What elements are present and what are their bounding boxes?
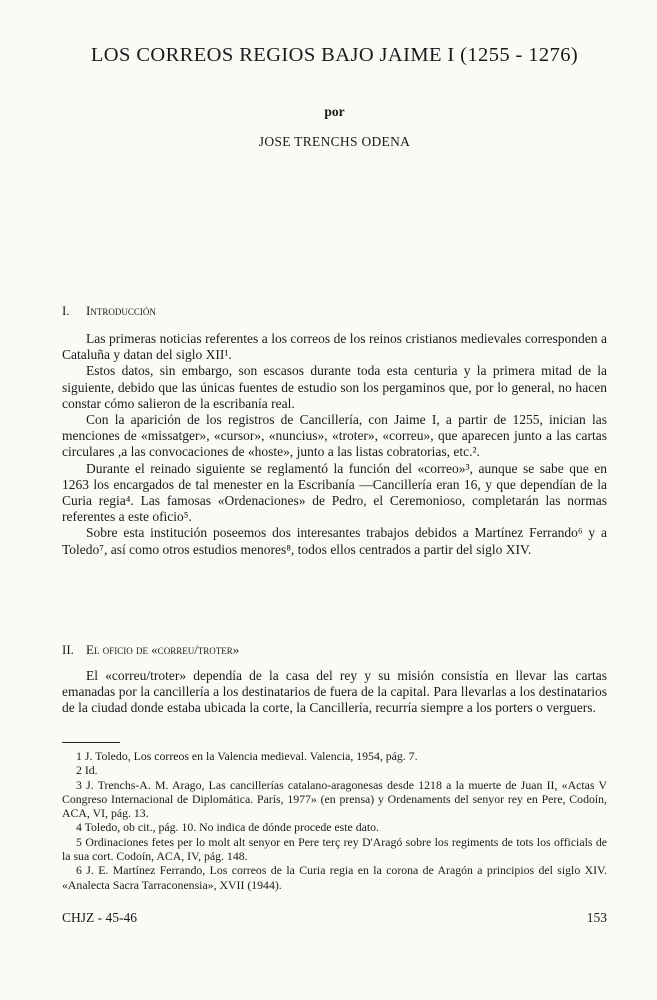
author-name: JOSE TRENCHS ODENA (258, 134, 411, 149)
section-number: II. (62, 642, 74, 657)
footnote-separator (62, 742, 120, 743)
article-title: LOS CORREOS REGIOS BAJO JAIME I (1255 - 1276) (90, 44, 579, 66)
paragraph: Sobre esta institución poseemos dos interesantes trabajos debidos a Martínez Ferrando⁶ y a Toledo⁷, así como otros estudios menores⁸, todos ellos centrados a partir del siglo XIV. (62, 525, 607, 557)
footnote: 1 J. Toledo, Los correos en la Valencia medieval. Valencia, 1954, pág. 7. (76, 749, 418, 763)
footnotes (62, 749, 607, 892)
section-body-oficio (62, 668, 607, 717)
paragraph: Estos datos, sin embargo, son escasos durante toda esta centuria y la primera mitad de la siguiente, debido que las únicas fuentes de estudio son los pergaminos que, por lo general, no hacen constar cómo salieron de la escribanía real. (62, 363, 607, 411)
paragraph: Durante el reinado siguiente se reglamentó la función del «correo»³, aunque se sabe que en 1263 los encargados de tal menester en la Escribanía —Cancillería eran 16, y que dependían de la Curia regia⁴. Las famosas «Ordenaciones» de Pedro, el Ceremonioso, completarán las normas referentes a este oficio⁵. (62, 460, 607, 525)
section-body-introduccion (62, 331, 607, 558)
by-line: por (324, 104, 345, 119)
paragraph: Las primeras noticias referentes a los correos de los reinos cristianos medievales corresponden a Cataluña y datan del siglo XII¹. (62, 331, 607, 363)
page (62, 0, 607, 1000)
journal-reference: CHJZ - 45-46 (62, 910, 137, 925)
section-heading-oficio (62, 642, 239, 658)
section-heading-introduccion (62, 303, 156, 319)
paragraph: El «correu/troter» dependía de la casa del rey y su misión consistía en llevar las cartas emanadas por la cancillería a los destinatarios de fuera de la capital. Para llevarlas a los destinatarios de la ciudad donde estaba ubicada la corte, la Cancillería, recurría siempre a los porters o verguers. (62, 668, 607, 716)
section-title: Introducción (86, 303, 156, 318)
footnote: 6 J. E. Martínez Ferrando, Los correos de la Curia regia en la corona de Aragón a principios del siglo XIV. «Analecta Sacra Tarraconensia», XVII (1944). (62, 863, 607, 892)
paragraph: Con la aparición de los registros de Cancillería, con Jaime I, a partir de 1255, inician las menciones de «missatger», «cursor», «nuncius», «troter», «correu», que aparecen junto a las cartas circulares ,a las convocaciones de «hoste», junto a las listas cobratorias, etc.². (62, 412, 607, 460)
page-number: 153 (586, 910, 607, 925)
footnote: 4 Toledo, ob cit., pág. 10. No indica de dónde procede este dato. (76, 820, 379, 835)
footnote: 3 J. Trenchs-A. M. Arago, Las cancillerías catalano-aragonesas desde 1218 a la muerte de Juan II, «Actas V Congreso Internacional de Diplomática. París, 1977» (en prensa) y Ordenaments del senyor rey en Pere, Codoín, ACA, VI, pág. 13. (62, 777, 607, 821)
section-number: I. (62, 303, 70, 318)
footnote: 2 Id. (76, 763, 98, 778)
section-title: El oficio de «correu/troter» (86, 642, 240, 657)
footnote: 5 Ordinaciones fetes per lo molt alt senyor en Pere terç rey D'Aragó sobre los regiments de tots los officials de la sua cort. Codoín, ACA, IV, pág. 148. (62, 834, 607, 864)
